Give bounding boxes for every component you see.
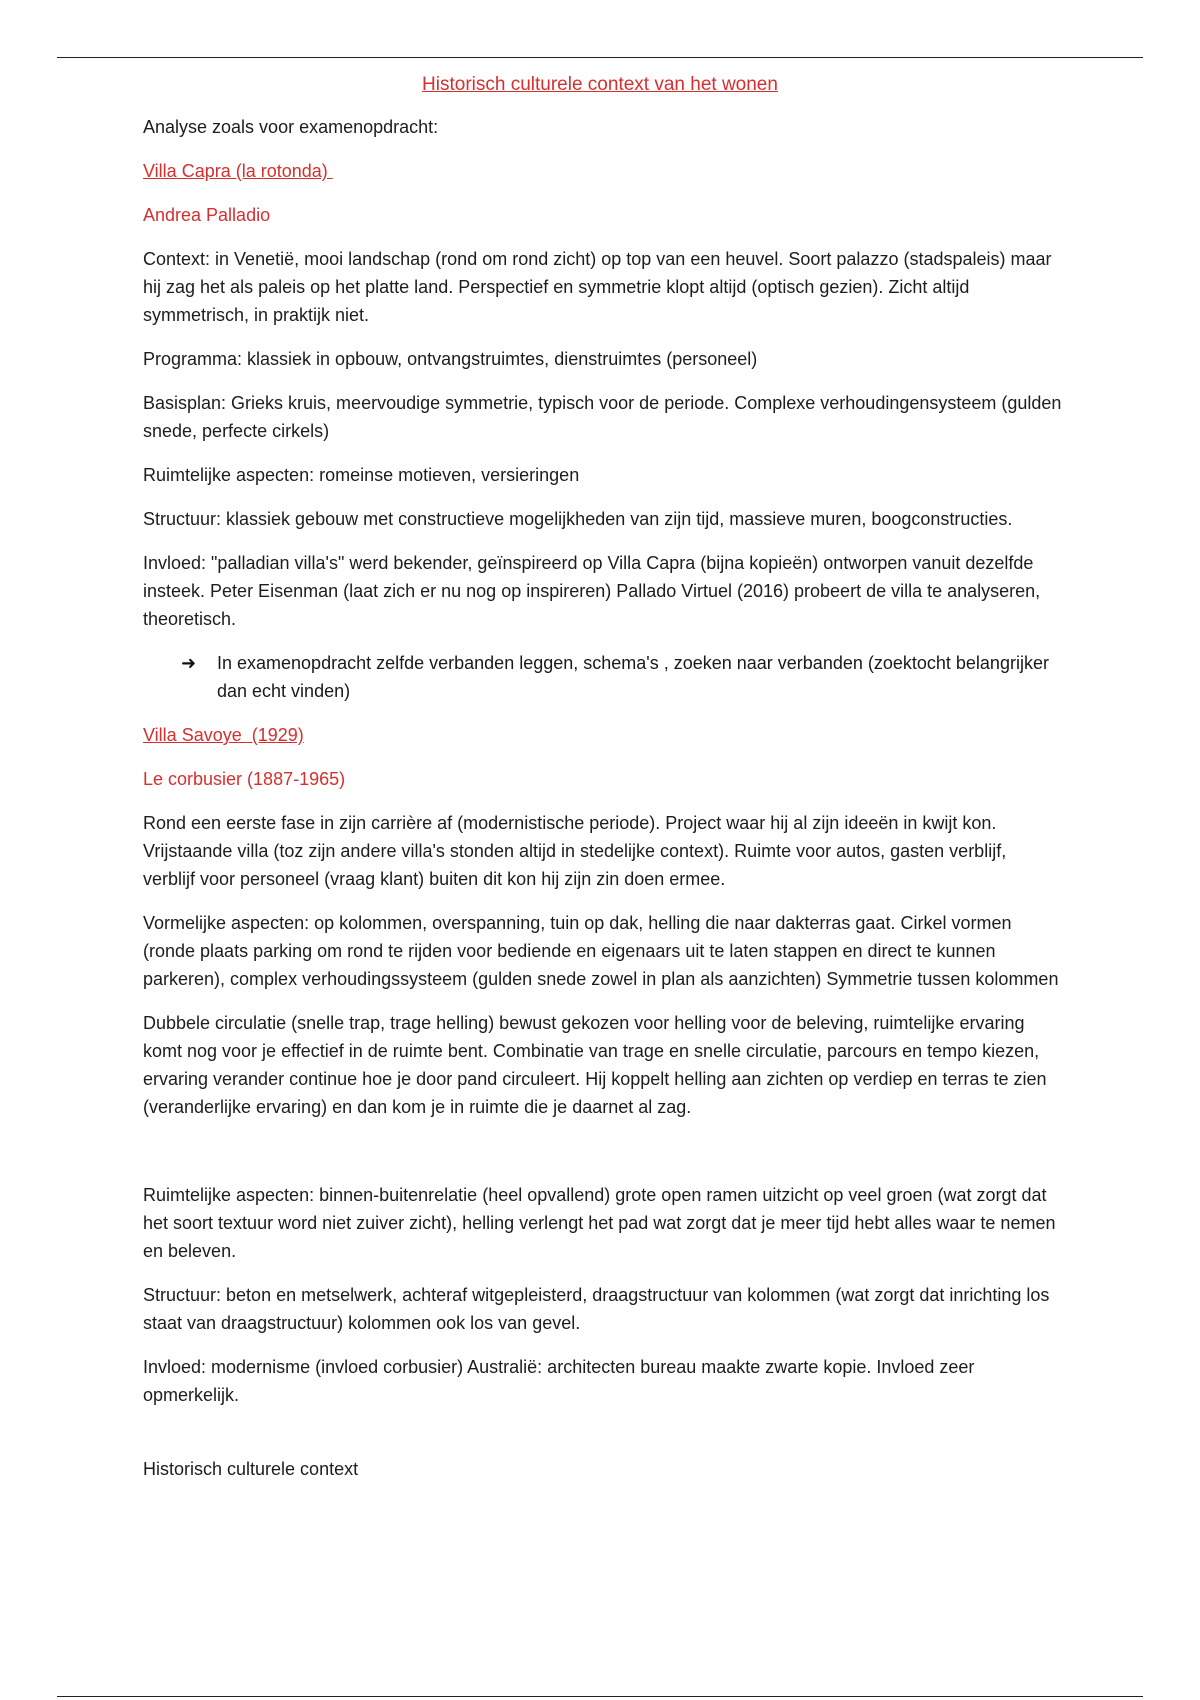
page-title	[0, 72, 1200, 98]
arrow-right-icon: ➜	[181, 653, 197, 673]
section2-vormelijk: Vormelijke aspecten: op kolommen, overspanning, tuin op dak, helling die naar dakterras gaat. Cirkel vormen (ronde plaats parking om rond te rijden voor bediende en eigenaars uit te laten stappen en direct te kunnen parkeren), complex verhoudingssysteem (gulden snede zowel in plan als aanzichten) Symmetrie tussen kolommen	[143, 913, 1059, 989]
section2-structuur: Structuur: beton en metselwerk, achteraf witgepleisterd, draagstructuur van kolommen (wat zorgt dat inrichting los staat van draagstructuur) kolommen ook los van gevel.	[143, 1285, 1050, 1333]
document-body	[143, 113, 1063, 1499]
section2-intro: Rond een eerste fase in zijn carrière af (modernistische periode). Project waar hij al zijn ideeën in kwijt kon. Vrijstaande villa (toz zijn andere villa's stonden altijd in stedelijke context). Ruimte voor autos, gasten verblijf, verblijf voor personeel (vraag klant) buiten dit kon hij zijn zin doen ermee.	[143, 813, 1007, 889]
section1-programma: Programma: klassiek in opbouw, ontvangstruimtes, dienstruimtes (personeel)	[143, 349, 758, 369]
page-title-text: Historisch culturele context van het wonen	[422, 74, 778, 95]
section2-ruimtelijk: Ruimtelijke aspecten: binnen-buitenrelatie (heel opvallend) grote open ramen uitzicht op veel groen (wat zorgt dat het soort textuur word niet zuiver zicht), helling verlengt het pad wat zorgt dat je meer tijd hebt alles waar te nemen en beleven.	[143, 1185, 1056, 1261]
section2-heading: Villa Savoye (1929)	[143, 725, 304, 745]
section1-structuur: Structuur: klassiek gebouw met constructieve mogelijkheden van zijn tijd, massieve muren, boogconstructies.	[143, 509, 1013, 529]
top-rule	[57, 57, 1143, 58]
bottom-rule	[57, 1696, 1143, 1697]
section1-heading: Villa Capra (la rotonda)	[143, 161, 333, 181]
section1-ruimtelijk: Ruimtelijke aspecten: romeinse motieven, versieringen	[143, 465, 580, 485]
section2-architect: Le corbusier (1887-1965)	[143, 769, 346, 789]
arrow-list-item	[143, 649, 1063, 705]
intro-text: Analyse zoals voor examenopdracht:	[143, 117, 439, 137]
closing-text: Historisch culturele context	[143, 1459, 359, 1479]
section2-circulatie: Dubbele circulatie (snelle trap, trage helling) bewust gekozen voor helling voor de beleving, ruimtelijke ervaring komt nog voor je effectief in de ruimte bent. Combinatie van trage en snelle circulatie, parcours en tempo kiezen, ervaring verander continue hoe je door pand circuleert. Hij koppelt helling aan zichten op verdiep en terras te zien (veranderlijke ervaring) en dan kom je in ruimte die je daarnet al zag.	[143, 1013, 1047, 1117]
arrow-note-text: In examenopdracht zelfde verbanden leggen, schema's , zoeken naar verbanden (zoektocht belangrijker dan echt vinden)	[217, 653, 1049, 701]
section1-basisplan: Basisplan: Grieks kruis, meervoudige symmetrie, typisch voor de periode. Complexe verhoudingensysteem (gulden snede, perfecte cirkels)	[143, 393, 1062, 441]
section1-context: Context: in Venetië, mooi landschap (rond om rond zicht) op top van een heuvel. Soort palazzo (stadspaleis) maar hij zag het als paleis op het platte land. Perspectief en symmetrie klopt altijd (optisch gezien). Zicht altijd symmetrisch, in praktijk niet.	[143, 249, 1052, 325]
section1-architect: Andrea Palladio	[143, 205, 271, 225]
section1-invloed: Invloed: "palladian villa's" werd bekender, geïnspireerd op Villa Capra (bijna kopieën) ontworpen vanuit dezelfde insteek. Peter Eisenman (laat zich er nu nog op inspireren) Pallado Virtuel (2016) probeert de villa te analyseren, theoretisch.	[143, 553, 1041, 629]
section2-invloed: Invloed: modernisme (invloed corbusier) Australië: architecten bureau maakte zwarte kopie. Invloed zeer opmerkelijk.	[143, 1357, 975, 1405]
